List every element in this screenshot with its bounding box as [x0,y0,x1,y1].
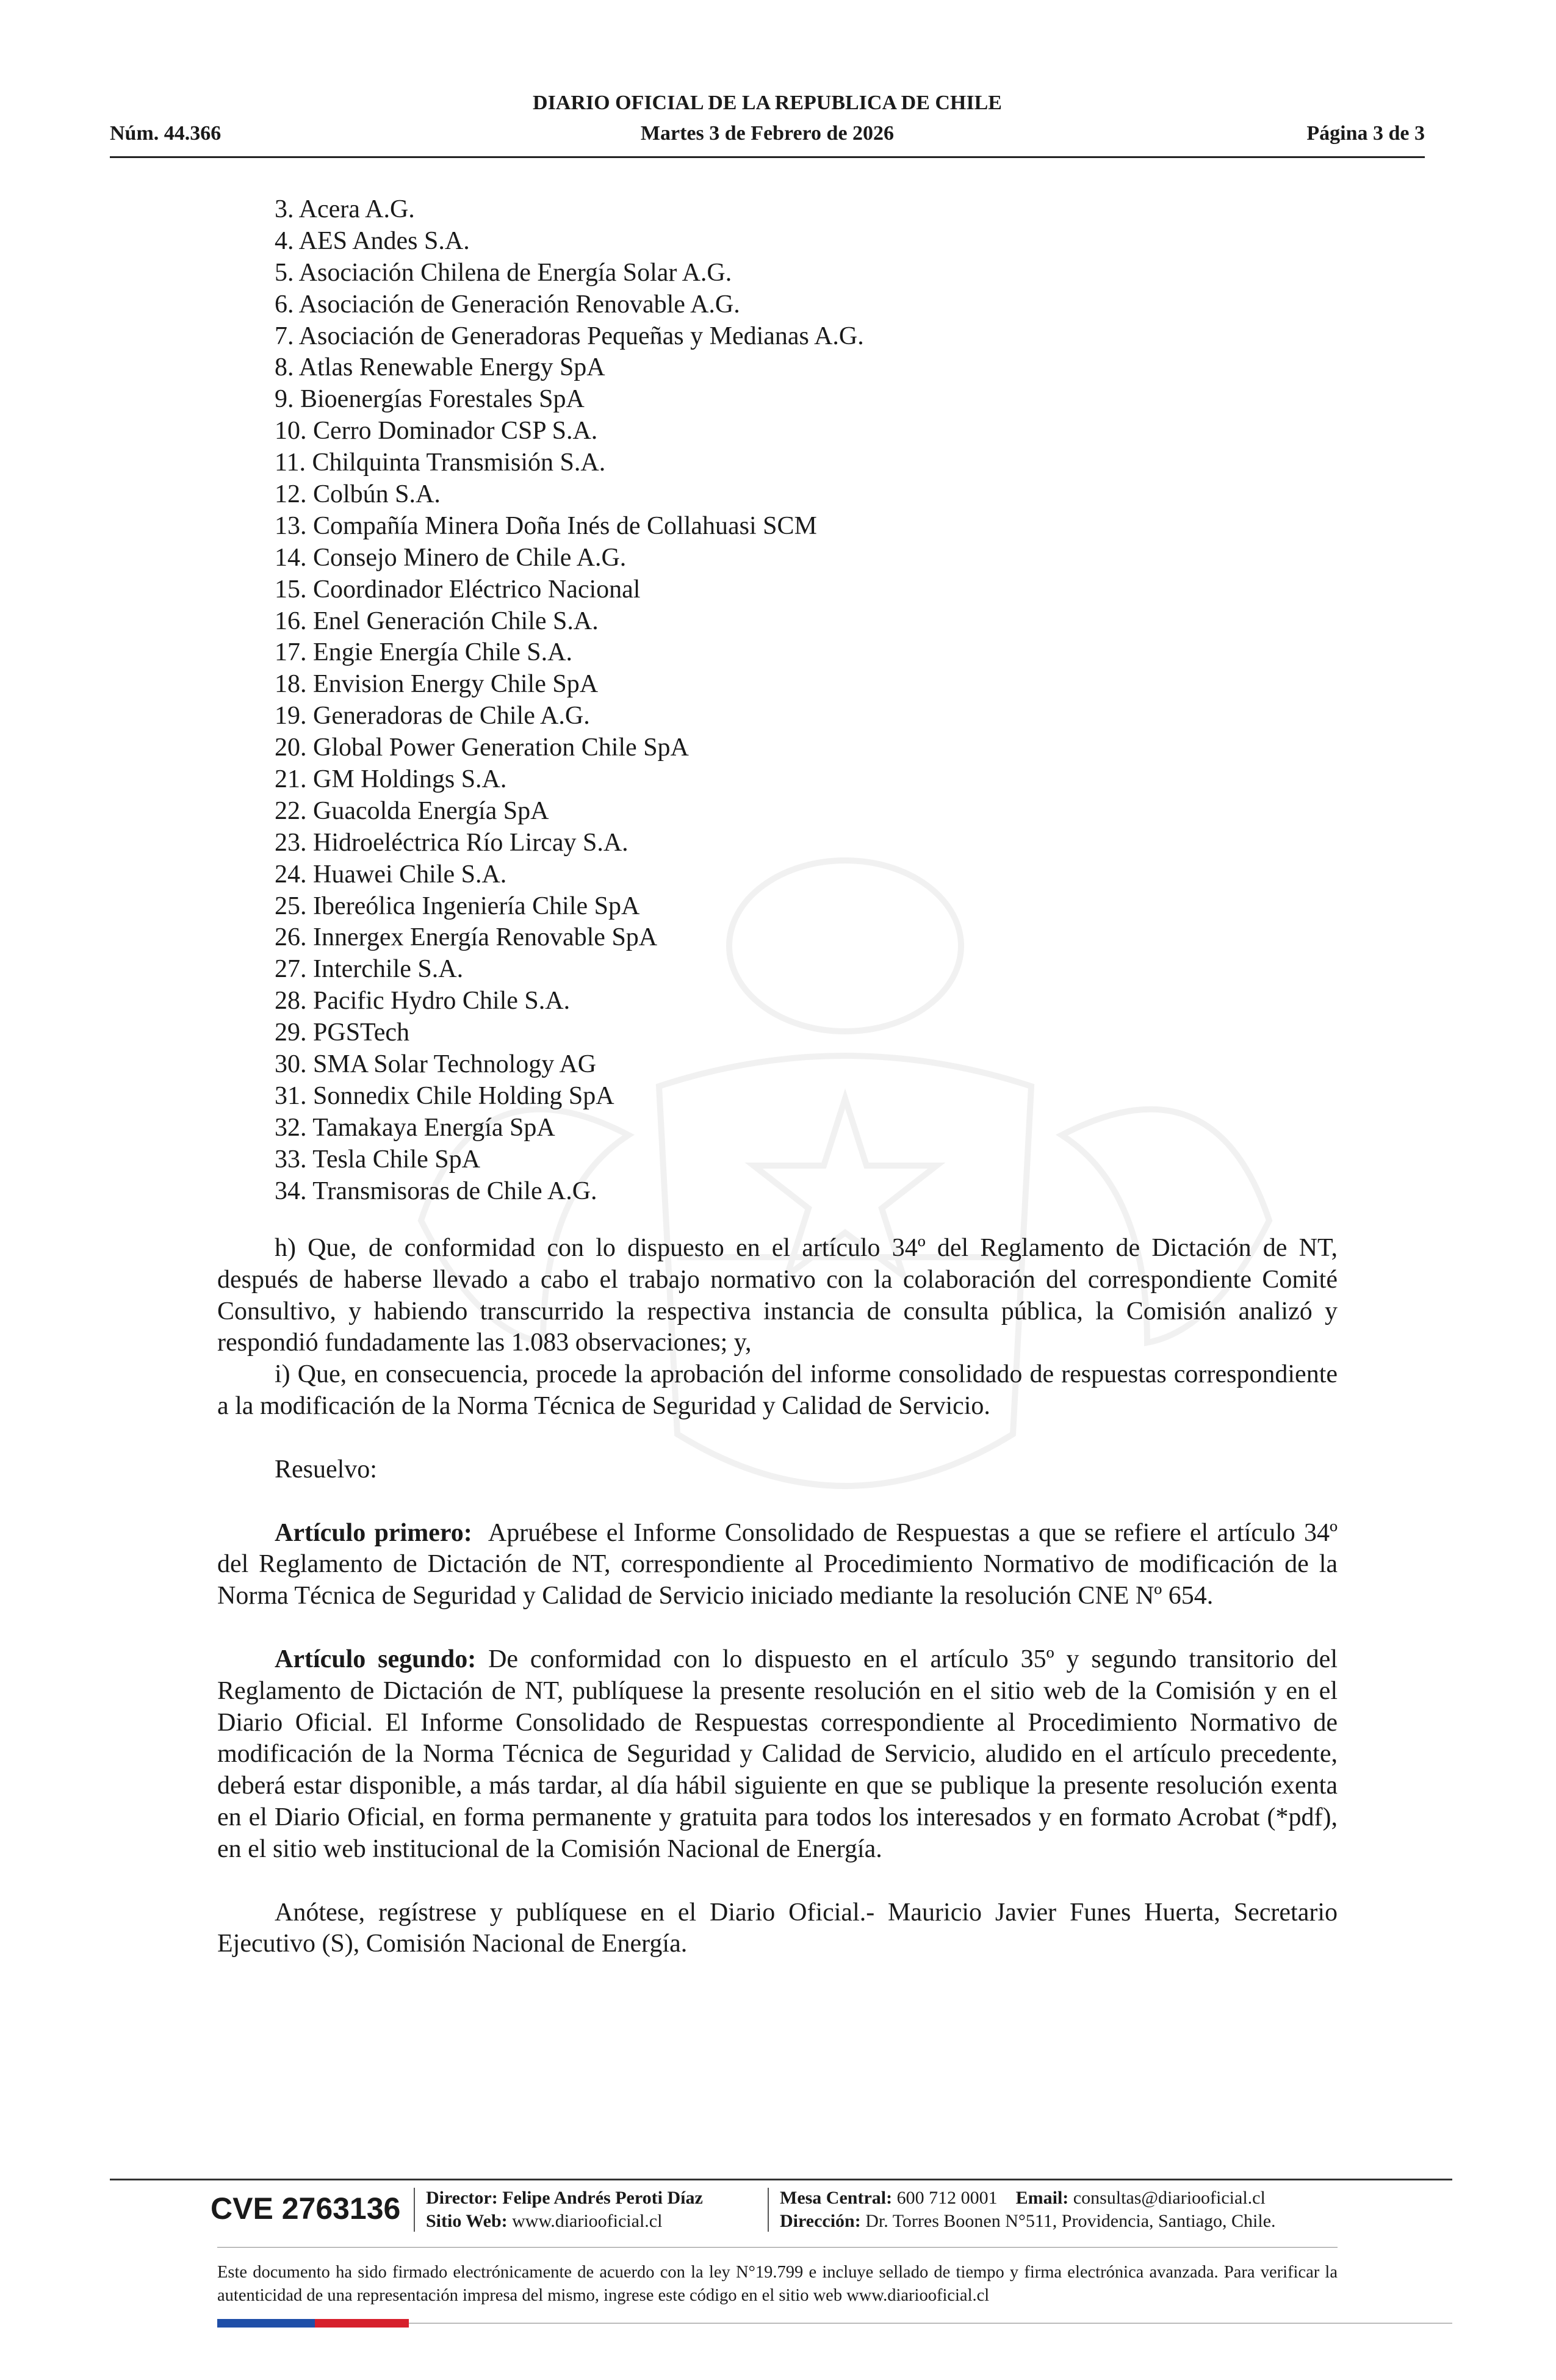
list-item: 28. Pacific Hydro Chile S.A. [275,987,571,1015]
list-item: 21. GM Holdings S.A. [275,765,507,794]
list-item: 3. Acera A.G. [275,195,415,223]
flag-stripe-red [315,2319,409,2328]
list-item: 25. Ibereólica Ingeniería Chile SpA [275,892,640,920]
footer-contact-block [780,2187,1276,2233]
list-item: 30. SMA Solar Technology AG [275,1050,597,1079]
list-item: 15. Coordinador Eléctrico Nacional [275,575,641,604]
list-item: 20. Global Power Generation Chile SpA [275,734,689,762]
list-item: 26. Innergex Energía Renovable SpA [275,923,658,952]
email-label: Email: [1015,2188,1069,2208]
header-divider [110,156,1425,158]
issue-date: Martes 3 de Febrero de 2026 [640,122,895,145]
article-two-text: De conformidad con lo dispuesto en el artículo 35º y segundo transitorio del Reglamento de Dictación de NT, publíquese la presente resolución en el sitio web de la Comisión y en el Diario Oficial. El Informe Consolidado de Respuestas correspondiente al Procedimiento Normativo de modificación de la Norma Técnica de Seguridad y Calidad de Servicio, aludido en el artículo precedente, deberá estar disponible, a más tardar, al día hábil siguiente en que se publique la presente resolución exenta en el Diario Oficial, en forma permanente y gratuita para todos los interesados y en formato Acrobat (*pdf), en el sitio web institucional de la Comisión Nacional de Energía. [217,1645,1338,1863]
address-text: Dr. Torres Boonen N°511, Providencia, Santiago, Chile. [865,2211,1276,2231]
list-item: 32. Tamakaya Energía SpA [275,1113,555,1142]
list-item: 34. Transmisoras de Chile A.G. [275,1177,597,1205]
list-item: 8. Atlas Renewable Energy SpA [275,353,605,382]
list-item: 4. AES Andes S.A. [275,226,470,255]
list-item: 11. Chilquinta Transmisión S.A. [275,449,606,477]
document-body [217,1233,1338,1960]
footer-separator [414,2188,415,2232]
issue-number: Núm. 44.366 [110,122,222,145]
list-item: 10. Cerro Dominador CSP S.A. [275,417,598,445]
list-item: 12. Colbún S.A. [275,480,441,509]
list-item: 33. Tesla Chile SpA [275,1145,480,1174]
list-item: 27. Interchile S.A. [275,955,464,984]
newspaper-title: DIARIO OFICIAL DE LA REPUBLICA DE CHILE [533,92,1002,114]
resuelvo-heading: Resuelvo: [275,1455,377,1484]
list-item: 24. Huawei Chile S.A. [275,860,507,889]
website-link[interactable]: www.diariooficial.cl [512,2211,663,2231]
list-item: 7. Asociación de Generadoras Pequeñas y Medianas A.G. [275,322,864,350]
footer-director-block [426,2187,703,2233]
email-link[interactable]: consultas@diariooficial.cl [1073,2188,1266,2208]
list-item: 19. Generadoras de Chile A.G. [275,702,590,730]
page-indicator: Página 3 de 3 [1306,122,1425,145]
list-item: 22. Guacolda Energía SpA [275,796,549,825]
address-label: Dirección: [780,2211,861,2231]
director-label: Director: [426,2188,498,2208]
footer-bottom-rule [409,2323,1452,2324]
list-item: 17. Engie Energía Chile S.A. [275,638,572,667]
cve-code: CVE 2763136 [211,2191,401,2226]
list-item: 14. Consejo Minero de Chile A.G. [275,543,627,572]
list-item: 5. Asociación Chilena de Energía Solar A.G. [275,258,732,287]
participants-list [275,194,864,1208]
mesa-label: Mesa Central: [780,2188,893,2208]
article-one-text: Apruébese el Informe Consolidado de Respuestas a que se refiere el artículo 34º del Reglamento de Dictación de NT, correspondiente al Procedimiento Normativo de modificación de la Norma Técnica de Seguridad y Calidad de Servicio iniciado mediante la resolución CNE Nº 654. [217,1518,1338,1610]
list-item: 23. Hidroeléctrica Río Lircay S.A. [275,828,629,857]
mesa-phone: 600 712 0001 [896,2188,998,2208]
article-one [217,1518,1338,1612]
flag-stripe-blue [217,2319,315,2328]
website-label: Sitio Web: [426,2211,508,2231]
director-name: Felipe Andrés Peroti Díaz [502,2188,703,2208]
legal-notice: Este documento ha sido firmado electrónicamente de acuerdo con la ley N°19.799 e incluye sellado de tiempo y firma electrónica avanzada. Para verificar la autenticidad de una representación impresa del mismo, ingrese este código en el sitio web www.diariooficial.cl [217,2263,1338,2305]
page-header [110,92,1425,159]
article-two [217,1644,1338,1866]
paragraph-i: i) Que, en consecuencia, procede la aprobación del informe consolidado de respuestas correspondiente a la modificación de la Norma Técnica de Seguridad y Calidad de Servicio. [217,1360,1338,1420]
list-item: 13. Compañía Minera Doña Inés de Collahuasi SCM [275,511,817,540]
list-item: 6. Asociación de Generación Renovable A.G. [275,290,740,319]
footer-separator [768,2188,769,2232]
footer-inner-rule [217,2247,1338,2248]
list-item: 18. Envision Energy Chile SpA [275,670,599,699]
list-item: 29. PGSTech [275,1019,410,1047]
article-one-label: Artículo primero: [275,1518,472,1547]
list-item: 9. Bioenergías Forestales SpA [275,385,585,414]
closing-paragraph: Anótese, regístrese y publíquese en el Diario Oficial.- Mauricio Javier Funes Huerta, Secretario Ejecutivo (S), Comisión Nacional de Energía. [217,1898,1338,1958]
list-item: 31. Sonnedix Chile Holding SpA [275,1081,614,1110]
footer-top-rule [110,2179,1452,2180]
list-item: 16. Enel Generación Chile S.A. [275,607,599,635]
paragraph-h: h) Que, de conformidad con lo dispuesto en el artículo 34º del Reglamento de Dictación de NT, después de haberse llevado a cabo el trabajo normativo con la colaboración del correspondiente Comité Consultivo, y habiendo transcurrido la respectiva instancia de consulta pública, la Comisión analizó y respondió fundadamente las 1.083 observaciones; y, [217,1234,1338,1357]
article-two-label: Artículo segundo: [275,1645,477,1673]
